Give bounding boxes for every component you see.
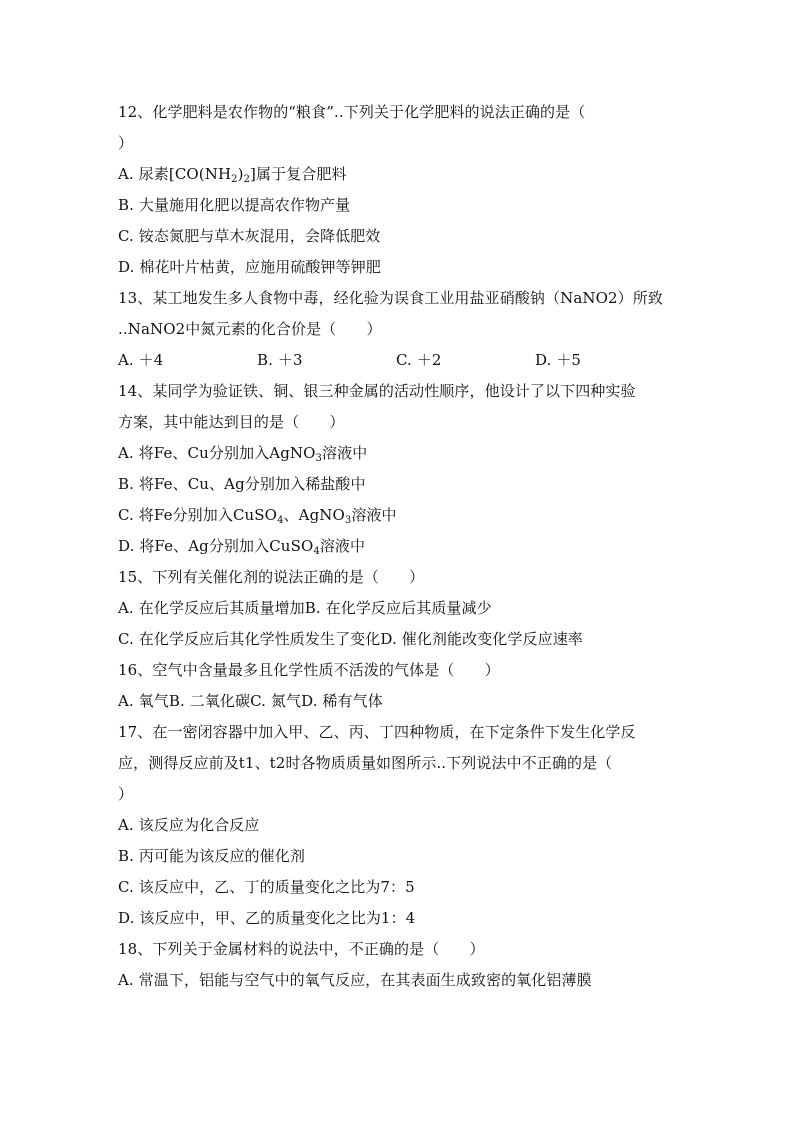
q16-stem: 16、空气中含量最多且化学性质不活泼的气体是（ ） [118,661,500,679]
question-list [118,97,678,996]
q18-stem: 18、下列关于金属材料的说法中，不正确的是（ ） [118,940,485,958]
q13-option-c: C. ＋2 [396,351,442,369]
q17-option-b: B. 丙可能为该反应的催化剂 [118,847,305,865]
q17-stem-line1: 17、在一密闭容器中加入甲、乙、丙、丁四种物质，在下定条件下发生化学反 [118,723,636,741]
q14-option-a [118,438,678,469]
q13-stem-line1: 13、某工地发生多人食物中毒，经化验为误食工业用盐亚硝酸钠（NaNO2）所致 [118,289,663,307]
q14-option-a-text: 溶液中 [322,444,368,462]
q12-option-b: B. 大量施用化肥以提高农作物产量 [118,196,351,214]
q18-option-a: A. 常温下，铝能与空气中的氧气反应，在其表面生成致密的氧化铝薄膜 [118,971,592,989]
subscript: 4 [277,515,284,526]
subscript: 2 [231,174,238,185]
q15-options-ab: A. 在化学反应后其质量增加B. 在化学反应后其质量减少 [118,599,492,617]
subscript: 3 [344,515,352,526]
q17-option-c: C. 该反应中，乙、丁的质量变化之比为7：5 [118,878,415,896]
subscript: 2 [243,174,251,185]
q12-stem-line2: ） [118,134,134,152]
q14-stem-line1: 14、某同学为验证铁、铜、银三种金属的活动性顺序，他设计了以下四种实验 [118,382,636,400]
subscript: 4 [313,546,320,557]
q14-option-c-text: 溶液中 [351,506,397,524]
q13-stem-line2: ..NaNO2中氮元素的化合价是（ ） [118,320,382,338]
q14-option-a-text: A. 将Fe、Cu分别加入AgNO [118,444,316,462]
q14-option-c-text: 、AgNO [283,506,345,524]
q17-stem-line3: ） [118,785,134,803]
subscript: 3 [315,453,322,464]
q14-option-d-text: 溶液中 [319,537,366,555]
q12-option-a-text: ]属于复合肥料 [250,165,347,183]
q12-option-a-text: ) [237,165,244,183]
q16-options: A. 氧气B. 二氧化碳C. 氮气D. 稀有气体 [118,692,383,710]
q13-option-b: B. ＋3 [257,351,303,369]
q13-option-d: D. ＋5 [535,351,582,369]
q12-option-d: D. 棉花叶片枯黄，应施用硫酸钾等钾肥 [118,258,381,276]
q12-option-a [118,159,678,190]
q14-option-d-text: D. 将Fe、Ag分别加入CuSO [118,537,314,555]
q12-option-a-text: A. 尿素[CO(NH [118,165,232,183]
q14-option-d [118,531,678,562]
q14-option-c-text: C. 将Fe分别加入CuSO [118,506,278,524]
q17-stem-line2: 应，测得反应前及t1、t2时各物质质量如图所示..下列说法中不正确的是（ [118,754,613,772]
q15-stem: 15、下列有关催化剂的说法正确的是（ ） [118,568,425,586]
q17-option-a: A. 该反应为化合反应 [118,816,260,834]
q14-stem-line2: 方案，其中能达到目的是（ ） [118,413,345,431]
q12-option-c: C. 铵态氮肥与草木灰混用，会降低肥效 [118,227,381,245]
q17-option-d: D. 该反应中，甲、乙的质量变化之比为1：4 [118,909,416,927]
q12-stem-line1: 12、化学肥料是农作物的“粮食”..下列关于化学肥料的说法正确的是（ [118,103,586,121]
q14-option-b: B. 将Fe、Cu、Ag分别加入稀盐酸中 [118,475,366,493]
q13-option-a: A. ＋4 [118,351,164,369]
q15-options-cd: C. 在化学反应后其化学性质发生了变化D. 催化剂能改变化学反应速率 [118,630,583,648]
q14-option-c [118,500,678,531]
q13-options [118,345,678,376]
